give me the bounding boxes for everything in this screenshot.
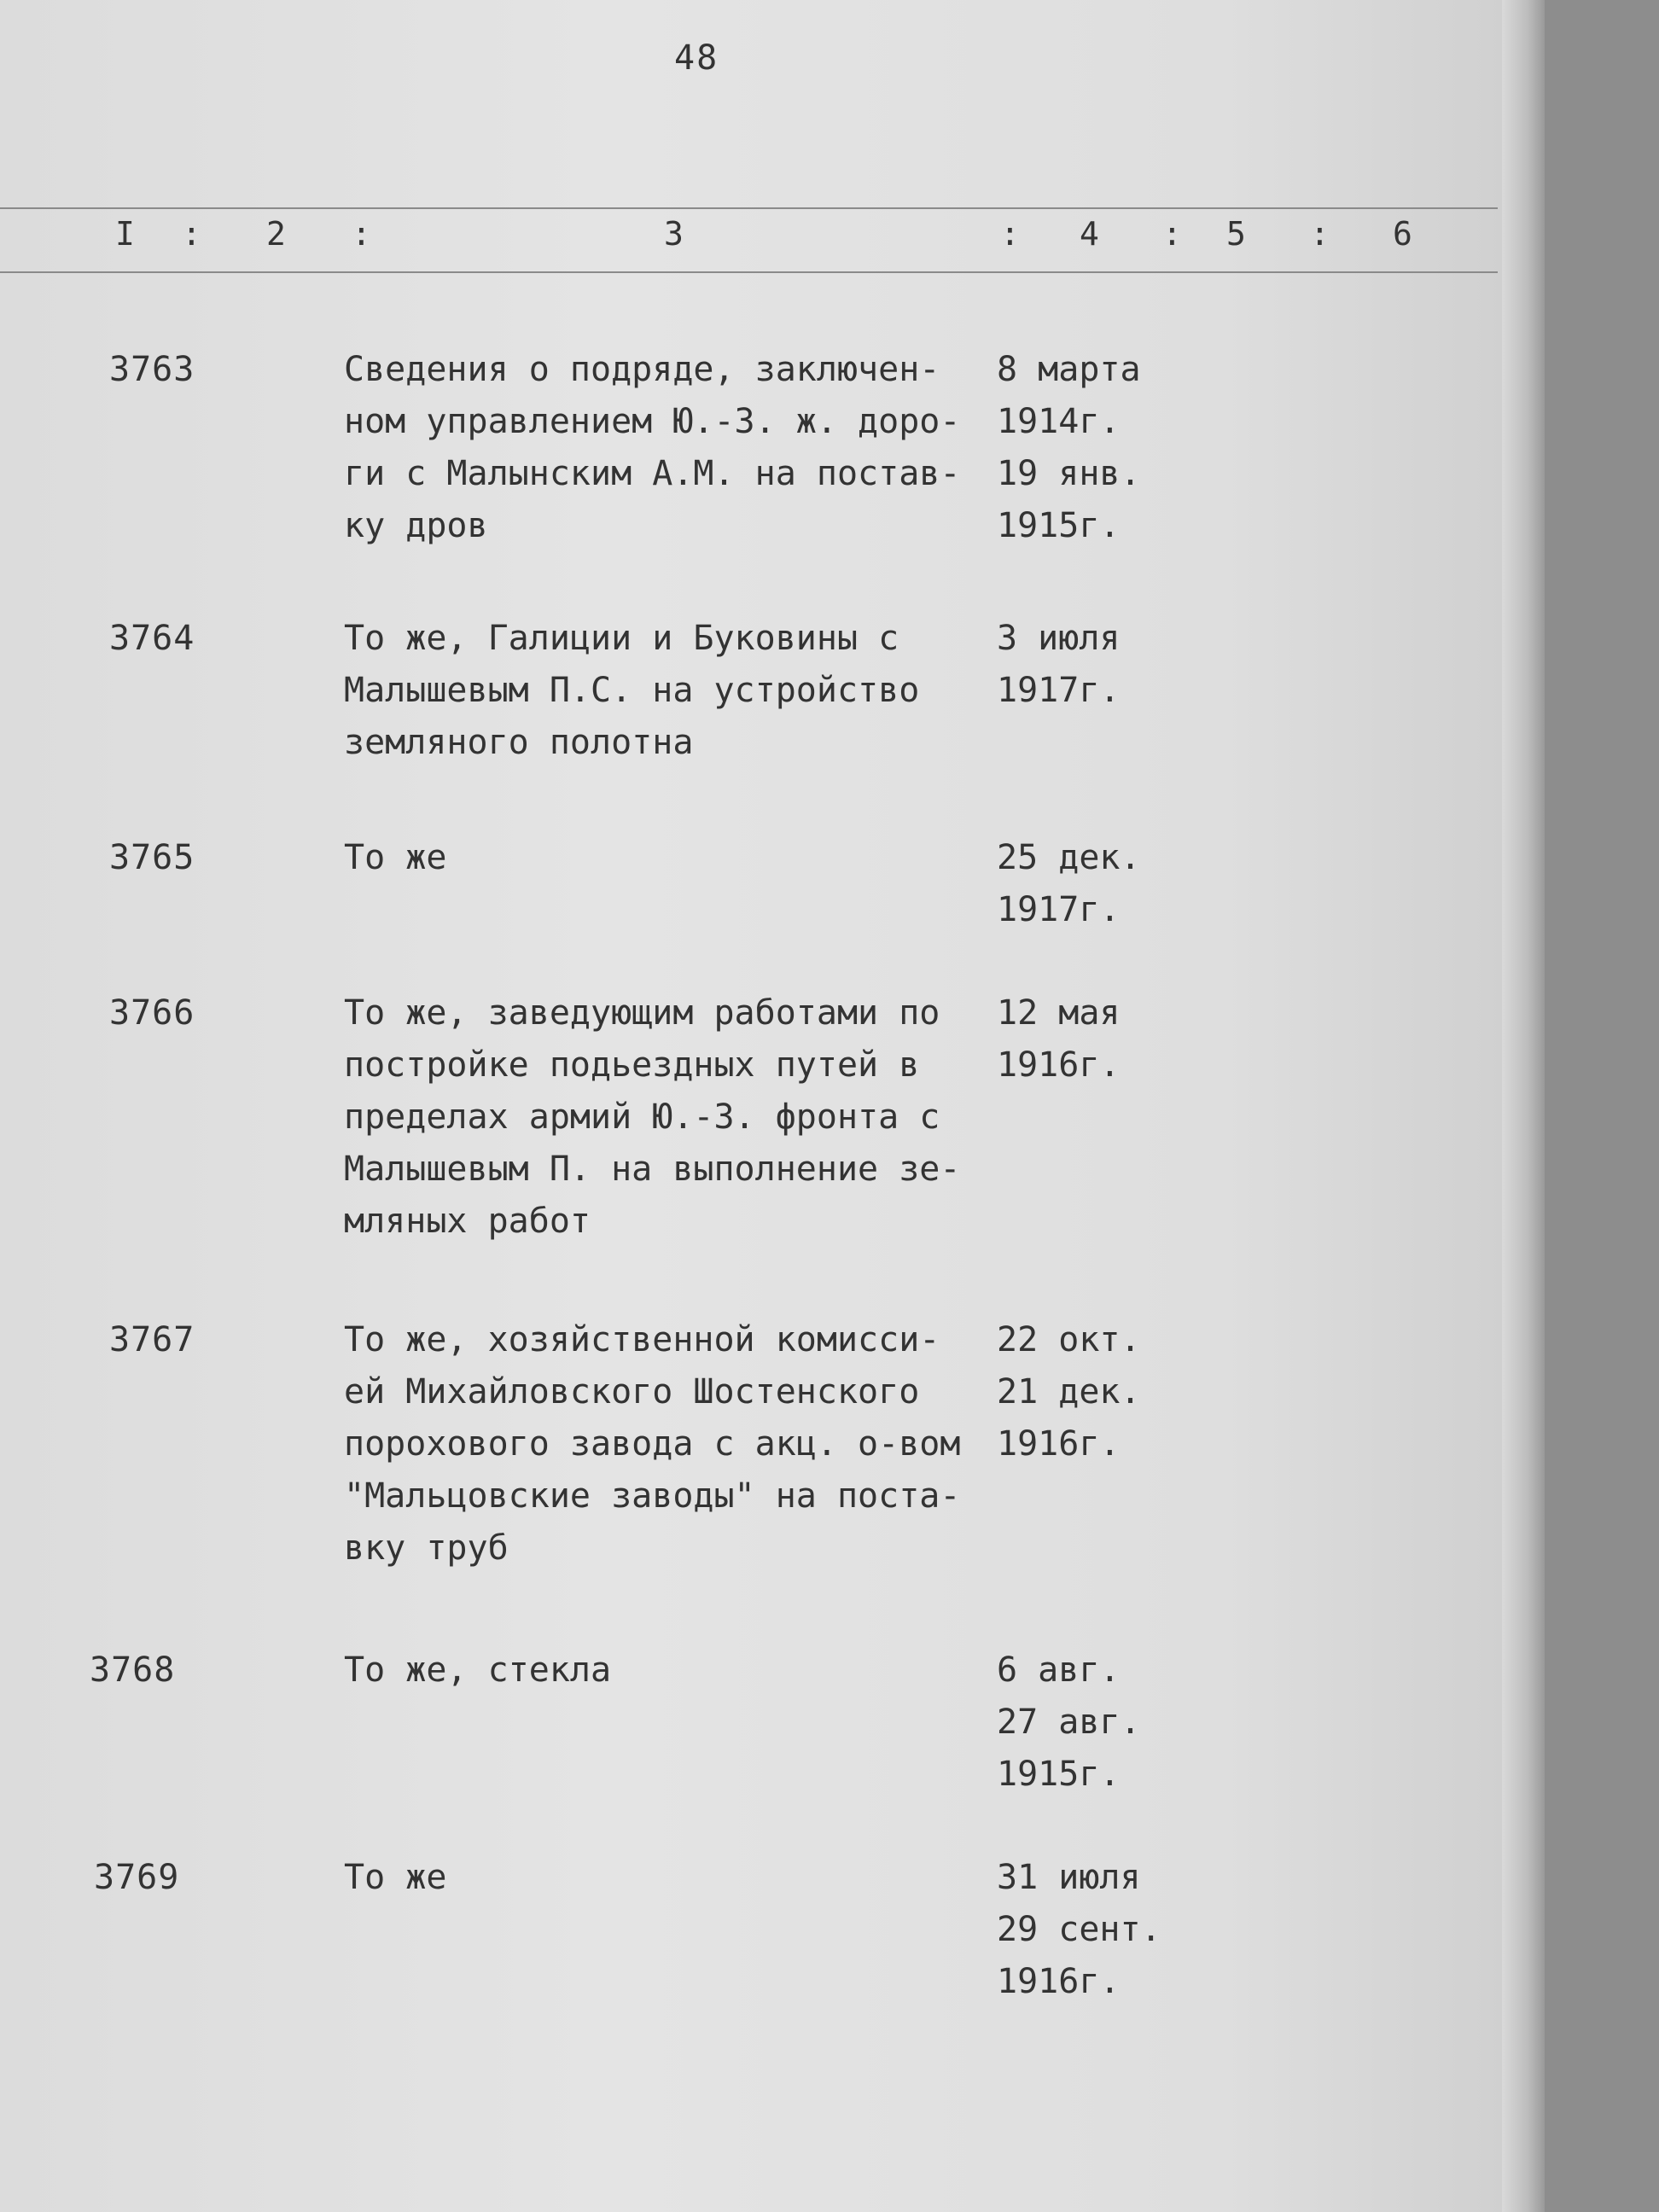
description-line: ном управлением Ю.-З. ж. доро- <box>344 402 961 441</box>
entry-description <box>344 987 992 1248</box>
description-line: земляного полотна <box>344 723 694 762</box>
date-line: 25 дек. <box>997 838 1141 877</box>
description-line: ей Михайловского Шостенского <box>344 1372 920 1412</box>
date-line: 12 мая <box>997 993 1121 1033</box>
description-line: мляных работ <box>344 1202 591 1241</box>
entry-number: 3765 <box>109 838 195 877</box>
description-line: Сведения о подряде, заключен- <box>344 350 940 389</box>
entry-dates <box>997 613 1219 717</box>
entry-description <box>344 344 992 552</box>
column-header-5: 5 <box>1226 215 1246 253</box>
column-separator: : <box>1000 215 1020 253</box>
column-separator: : <box>182 215 201 253</box>
date-line: 19 янв. <box>997 454 1141 493</box>
header-rule-top <box>0 207 1498 209</box>
column-header-4: 4 <box>1080 215 1099 253</box>
date-line: 21 дек. <box>997 1372 1141 1412</box>
description-line: пределах армий Ю.-З. фронта с <box>344 1097 940 1137</box>
column-header-3: 3 <box>664 215 684 253</box>
column-separator: : <box>352 215 371 253</box>
date-line: 1914г. <box>997 402 1121 441</box>
description-line: То же, Галиции и Буковины с <box>344 619 899 658</box>
date-line: 22 окт. <box>997 1320 1141 1359</box>
column-headers <box>0 215 1498 266</box>
description-line: Малышевым П.С. на устройство <box>344 671 920 710</box>
entry-description <box>344 613 992 769</box>
entry-number: 3763 <box>109 350 195 389</box>
entry-description <box>344 1314 992 1575</box>
entry-description <box>344 832 992 884</box>
date-line: 1915г. <box>997 1755 1121 1794</box>
description-line: вку труб <box>344 1528 509 1568</box>
page-number: 48 <box>674 38 719 78</box>
date-line: 27 авг. <box>997 1703 1141 1742</box>
description-line: То же <box>344 838 447 877</box>
date-line: 1916г. <box>997 1962 1121 2001</box>
description-line: постройке подьездных путей в <box>344 1045 920 1085</box>
date-line: 1915г. <box>997 506 1121 545</box>
entry-description <box>344 1852 992 1904</box>
page-edge <box>1502 0 1545 2212</box>
entry-dates <box>997 832 1219 936</box>
description-line: То же <box>344 1858 447 1897</box>
entry-dates <box>997 1644 1219 1801</box>
date-line: 1916г. <box>997 1424 1121 1464</box>
description-line: порохового завода с акц. о-вом <box>344 1424 961 1464</box>
date-line: 1916г. <box>997 1045 1121 1085</box>
description-line: То же, стекла <box>344 1650 612 1690</box>
entry-number: 3764 <box>109 619 195 658</box>
entry-description <box>344 1644 992 1697</box>
date-line: 31 июля <box>997 1858 1141 1897</box>
description-line: То же, хозяйственной комисси- <box>344 1320 940 1359</box>
entry-number: 3766 <box>109 993 195 1033</box>
description-line: "Мальцовские заводы" на поста- <box>344 1476 961 1516</box>
entry-dates <box>997 1852 1219 2008</box>
column-header-1: I <box>115 215 135 253</box>
entry-dates <box>997 987 1219 1091</box>
date-line: 1917г. <box>997 890 1121 929</box>
entry-dates <box>997 1314 1219 1470</box>
column-separator: : <box>1162 215 1182 253</box>
column-header-6: 6 <box>1393 215 1412 253</box>
header-rule-bottom <box>0 271 1498 273</box>
entry-number: 3768 <box>90 1650 176 1690</box>
description-line: Малышевым П. на выполнение зе- <box>344 1150 961 1189</box>
description-line: То же, заведующим работами по <box>344 993 940 1033</box>
date-line: 8 марта <box>997 350 1141 389</box>
date-line: 6 авг. <box>997 1650 1121 1690</box>
description-line: ги с Малынским А.М. на постав- <box>344 454 961 493</box>
column-header-2: 2 <box>266 215 286 253</box>
date-line: 1917г. <box>997 671 1121 710</box>
date-line: 3 июля <box>997 619 1121 658</box>
entry-dates <box>997 344 1219 552</box>
entry-number: 3769 <box>94 1858 180 1897</box>
date-line: 29 сент. <box>997 1910 1161 1949</box>
column-separator: : <box>1310 215 1330 253</box>
entry-number: 3767 <box>109 1320 195 1359</box>
description-line: ку дров <box>344 506 488 545</box>
